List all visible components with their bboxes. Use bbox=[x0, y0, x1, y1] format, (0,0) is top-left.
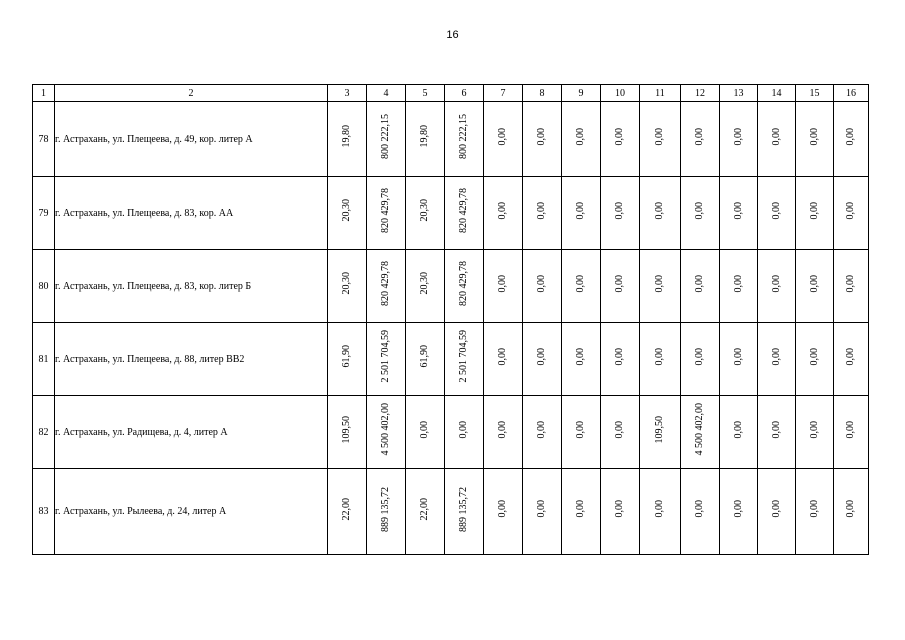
column-header: 12 bbox=[681, 85, 720, 102]
value-text: 0,00 bbox=[808, 127, 820, 146]
value-text: 0,00 bbox=[770, 420, 782, 439]
value-cell bbox=[562, 177, 601, 250]
column-header: 4 bbox=[367, 85, 406, 102]
value-cell bbox=[640, 469, 681, 555]
value-text: 0,00 bbox=[654, 347, 665, 366]
column-header: 8 bbox=[523, 85, 562, 102]
value-text: 0,00 bbox=[845, 420, 856, 439]
value-text: 0,00 bbox=[536, 420, 547, 439]
value-cell bbox=[484, 396, 523, 469]
value-text: 0,00 bbox=[614, 127, 625, 146]
value-text: 109,50 bbox=[341, 415, 352, 444]
value-cell bbox=[523, 323, 562, 396]
column-header: 13 bbox=[720, 85, 758, 102]
column-header: 1 bbox=[33, 85, 55, 102]
value-text: 4 500 402,00 bbox=[380, 403, 391, 456]
property-table bbox=[32, 84, 869, 555]
value-text: 820 429,78 bbox=[380, 261, 391, 306]
column-header: 16 bbox=[834, 85, 869, 102]
value-text: 0,00 bbox=[536, 201, 547, 220]
table-row bbox=[33, 469, 869, 555]
value-cell bbox=[523, 177, 562, 250]
value-cell bbox=[328, 323, 367, 396]
value-text: 0,00 bbox=[614, 274, 625, 293]
value-text: 0,00 bbox=[845, 347, 856, 366]
value-text: 0,00 bbox=[497, 347, 508, 366]
value-cell bbox=[328, 177, 367, 250]
value-cell bbox=[720, 396, 758, 469]
table-row bbox=[33, 323, 869, 396]
value-cell bbox=[681, 396, 720, 469]
value-text: 22,00 bbox=[419, 497, 430, 521]
value-text: 20,30 bbox=[419, 272, 430, 295]
value-text: 0,00 bbox=[497, 201, 508, 220]
row-number: 80 bbox=[33, 250, 55, 323]
value-text: 0,00 bbox=[536, 274, 547, 293]
value-text: 0,00 bbox=[654, 274, 665, 293]
value-cell bbox=[367, 102, 406, 177]
value-cell bbox=[406, 469, 445, 555]
value-cell bbox=[328, 102, 367, 177]
value-text: 0,00 bbox=[694, 500, 705, 518]
value-text: 820 429,78 bbox=[458, 261, 469, 306]
value-text: 0,00 bbox=[654, 127, 665, 146]
value-cell bbox=[640, 396, 681, 469]
value-text: 889 135,72 bbox=[380, 486, 391, 532]
value-cell bbox=[681, 469, 720, 555]
value-cell bbox=[601, 469, 640, 555]
value-text: 820 429,78 bbox=[458, 188, 469, 233]
value-cell bbox=[640, 250, 681, 323]
table-row bbox=[33, 396, 869, 469]
value-text: 0,00 bbox=[770, 347, 782, 366]
value-text: 2 501 704,59 bbox=[458, 330, 469, 383]
column-header: 15 bbox=[796, 85, 834, 102]
value-text: 0,00 bbox=[575, 347, 586, 366]
column-header: 3 bbox=[328, 85, 367, 102]
value-cell bbox=[367, 177, 406, 250]
value-cell bbox=[834, 102, 869, 177]
value-cell bbox=[523, 396, 562, 469]
value-cell bbox=[562, 396, 601, 469]
value-text: 0,00 bbox=[770, 274, 782, 293]
value-text: 0,00 bbox=[732, 274, 744, 293]
row-number: 81 bbox=[33, 323, 55, 396]
header-row bbox=[33, 85, 869, 102]
value-cell bbox=[523, 250, 562, 323]
value-cell bbox=[681, 323, 720, 396]
value-cell bbox=[834, 177, 869, 250]
value-text: 20,30 bbox=[419, 199, 430, 222]
value-text: 0,00 bbox=[732, 201, 744, 220]
value-cell bbox=[445, 323, 484, 396]
value-text: 0,00 bbox=[694, 274, 705, 293]
value-text: 0,00 bbox=[845, 201, 856, 220]
address-cell: г. Астрахань, ул. Плещеева, д. 88, литер ВВ2 bbox=[55, 323, 328, 396]
value-cell bbox=[796, 323, 834, 396]
value-cell bbox=[834, 250, 869, 323]
value-cell bbox=[758, 323, 796, 396]
value-cell bbox=[601, 396, 640, 469]
value-cell bbox=[406, 177, 445, 250]
value-text: 0,00 bbox=[497, 274, 508, 293]
value-cell bbox=[834, 396, 869, 469]
value-cell bbox=[328, 469, 367, 555]
value-text: 0,00 bbox=[845, 127, 856, 146]
column-header: 5 bbox=[406, 85, 445, 102]
value-cell bbox=[720, 250, 758, 323]
value-text: 0,00 bbox=[497, 420, 508, 439]
address-cell: г. Астрахань, ул. Плещеева, д. 49, кор. литер А bbox=[55, 102, 328, 177]
value-text: 0,00 bbox=[808, 500, 820, 518]
value-cell bbox=[834, 469, 869, 555]
value-cell bbox=[484, 102, 523, 177]
column-header: 2 bbox=[55, 85, 328, 102]
value-cell bbox=[758, 102, 796, 177]
value-cell bbox=[562, 323, 601, 396]
value-text: 0,00 bbox=[654, 201, 665, 220]
value-cell bbox=[445, 250, 484, 323]
value-text: 109,50 bbox=[654, 415, 665, 444]
value-text: 22,00 bbox=[341, 497, 352, 521]
value-text: 0,00 bbox=[614, 347, 625, 366]
value-text: 0,00 bbox=[536, 500, 547, 518]
value-text: 0,00 bbox=[808, 347, 820, 366]
value-cell bbox=[758, 469, 796, 555]
value-cell bbox=[523, 469, 562, 555]
table-row bbox=[33, 102, 869, 177]
value-cell bbox=[720, 469, 758, 555]
table-row bbox=[33, 250, 869, 323]
value-cell bbox=[523, 102, 562, 177]
value-cell bbox=[758, 396, 796, 469]
value-cell bbox=[562, 469, 601, 555]
value-cell bbox=[796, 177, 834, 250]
row-number: 78 bbox=[33, 102, 55, 177]
value-text: 0,00 bbox=[770, 500, 782, 518]
value-cell bbox=[758, 250, 796, 323]
column-header: 11 bbox=[640, 85, 681, 102]
value-text: 0,00 bbox=[614, 420, 625, 439]
value-cell bbox=[562, 250, 601, 323]
value-text: 800 222,15 bbox=[458, 114, 469, 159]
value-text: 4 500 402,00 bbox=[694, 403, 705, 456]
value-cell bbox=[796, 396, 834, 469]
value-cell bbox=[484, 323, 523, 396]
value-text: 0,00 bbox=[732, 500, 744, 518]
value-cell bbox=[640, 177, 681, 250]
value-cell bbox=[406, 323, 445, 396]
value-cell bbox=[758, 177, 796, 250]
table-row bbox=[33, 177, 869, 250]
value-text: 0,00 bbox=[845, 500, 856, 518]
value-text: 0,00 bbox=[808, 274, 820, 293]
value-text: 0,00 bbox=[732, 347, 744, 366]
value-text: 61,90 bbox=[419, 345, 430, 368]
value-text: 0,00 bbox=[575, 127, 586, 146]
value-text: 0,00 bbox=[654, 500, 665, 518]
value-cell bbox=[484, 250, 523, 323]
value-text: 19,80 bbox=[341, 125, 352, 148]
value-text: 2 501 704,59 bbox=[380, 330, 391, 383]
value-text: 0,00 bbox=[614, 500, 625, 518]
value-cell bbox=[484, 469, 523, 555]
value-cell bbox=[328, 250, 367, 323]
value-text: 0,00 bbox=[732, 127, 744, 146]
value-cell bbox=[445, 396, 484, 469]
value-text: 0,00 bbox=[497, 500, 508, 518]
value-cell bbox=[367, 396, 406, 469]
value-cell bbox=[484, 177, 523, 250]
value-cell bbox=[601, 250, 640, 323]
row-number: 79 bbox=[33, 177, 55, 250]
value-cell bbox=[445, 177, 484, 250]
value-text: 0,00 bbox=[770, 127, 782, 146]
value-cell bbox=[640, 323, 681, 396]
value-cell bbox=[834, 323, 869, 396]
address-cell: г. Астрахань, ул. Плещеева, д. 83, кор. литер Б bbox=[55, 250, 328, 323]
value-text: 20,30 bbox=[341, 272, 352, 295]
column-header: 7 bbox=[484, 85, 523, 102]
value-cell bbox=[367, 469, 406, 555]
value-text: 0,00 bbox=[614, 201, 625, 220]
value-text: 0,00 bbox=[536, 127, 547, 146]
value-text: 0,00 bbox=[770, 201, 782, 220]
value-cell bbox=[720, 323, 758, 396]
value-cell bbox=[601, 102, 640, 177]
value-text: 0,00 bbox=[419, 420, 430, 439]
address-cell: г. Астрахань, ул. Плещеева, д. 83, кор. АА bbox=[55, 177, 328, 250]
value-text: 0,00 bbox=[694, 347, 705, 366]
column-header: 10 bbox=[601, 85, 640, 102]
column-header: 6 bbox=[445, 85, 484, 102]
value-cell bbox=[562, 102, 601, 177]
value-text: 0,00 bbox=[575, 500, 586, 518]
value-text: 0,00 bbox=[458, 420, 469, 439]
value-text: 820 429,78 bbox=[380, 188, 391, 233]
value-cell bbox=[640, 102, 681, 177]
value-text: 0,00 bbox=[845, 274, 856, 293]
value-text: 0,00 bbox=[575, 420, 586, 439]
value-cell bbox=[328, 396, 367, 469]
value-cell bbox=[601, 323, 640, 396]
row-number: 83 bbox=[33, 469, 55, 555]
value-cell bbox=[681, 177, 720, 250]
value-text: 0,00 bbox=[694, 201, 705, 220]
value-text: 0,00 bbox=[694, 127, 705, 146]
value-text: 800 222,15 bbox=[380, 114, 391, 159]
value-cell bbox=[720, 177, 758, 250]
value-cell bbox=[445, 102, 484, 177]
value-cell bbox=[367, 323, 406, 396]
value-text: 0,00 bbox=[497, 127, 508, 146]
value-text: 889 135,72 bbox=[458, 486, 469, 532]
value-text: 0,00 bbox=[732, 420, 744, 439]
column-header: 9 bbox=[562, 85, 601, 102]
row-number: 82 bbox=[33, 396, 55, 469]
value-cell bbox=[796, 250, 834, 323]
value-text: 0,00 bbox=[808, 201, 820, 220]
value-text: 61,90 bbox=[341, 345, 352, 368]
column-header: 14 bbox=[758, 85, 796, 102]
value-cell bbox=[681, 102, 720, 177]
value-cell bbox=[367, 250, 406, 323]
value-text: 0,00 bbox=[575, 201, 586, 220]
value-text: 20,30 bbox=[341, 199, 352, 222]
value-cell bbox=[445, 469, 484, 555]
value-cell bbox=[406, 396, 445, 469]
value-cell bbox=[681, 250, 720, 323]
value-cell bbox=[601, 177, 640, 250]
value-cell bbox=[406, 102, 445, 177]
address-cell: г. Астрахань, ул. Радищева, д. 4, литер А bbox=[55, 396, 328, 469]
value-text: 0,00 bbox=[575, 274, 586, 293]
value-cell bbox=[720, 102, 758, 177]
value-cell bbox=[796, 469, 834, 555]
value-cell bbox=[406, 250, 445, 323]
page-number: 16 bbox=[446, 29, 459, 41]
value-text: 19,80 bbox=[419, 125, 430, 148]
value-text: 0,00 bbox=[536, 347, 547, 366]
value-cell bbox=[796, 102, 834, 177]
value-text: 0,00 bbox=[808, 420, 820, 439]
address-cell: г. Астрахань, ул. Рылеева, д. 24, литер А bbox=[55, 469, 328, 555]
